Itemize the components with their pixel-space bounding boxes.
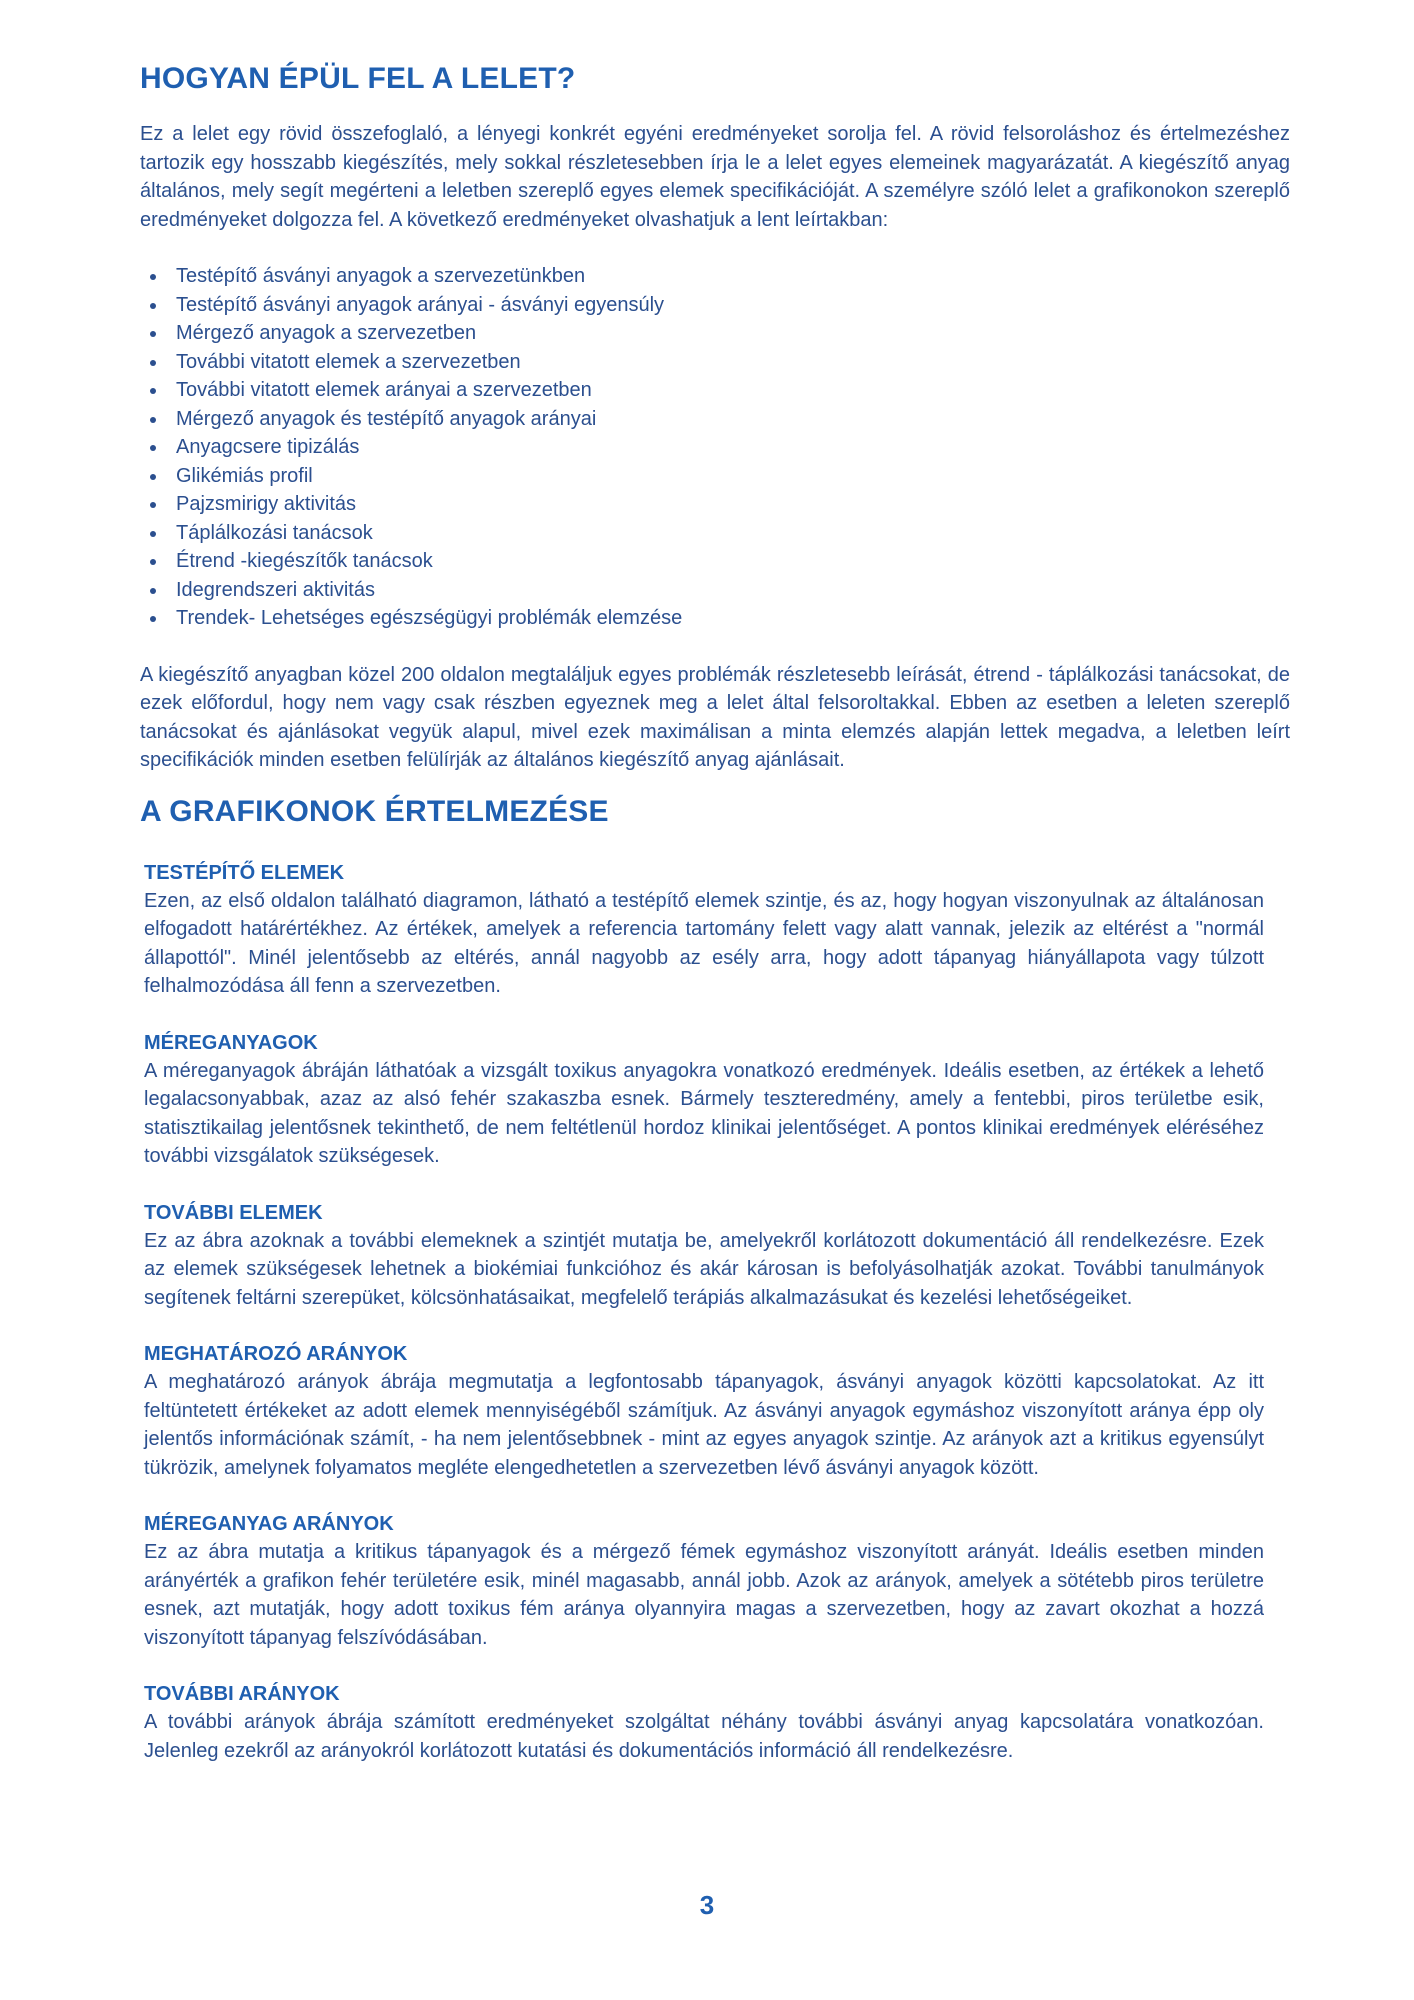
subsection-heading: MÉREGANYAGOK xyxy=(144,1031,318,1054)
list-item: Mérgező anyagok a szervezetben xyxy=(140,319,1290,348)
subsection-heading: MÉREGANYAG ARÁNYOK xyxy=(144,1513,394,1535)
intro-paragraph: Ez a lelet egy rövid összefoglaló, a lényegi konkrét egyéni eredményeket sorolja fel. A rövid felsoroláshoz és értelmezéshez tartozik egy hosszabb kiegészítés, mely sokkal részletesebben írja le a lelet egyes elemeinek magyarázatát. A kiegészítő anyag általános, mely segít megérteni a leletben szereplő egyes elemek specifikációját. A személyre szóló lelet a grafikonokon szereplő eredményeket dolgozza fel. A következő eredményeket olvashatjuk a lent leírtakban: xyxy=(140,123,1290,231)
page-content xyxy=(140,62,1290,1793)
section-title-charts: A GRAFIKONOK ÉRTELMEZÉSE xyxy=(140,794,609,828)
subsection-text: A további arányok ábrája számított eredményeket szolgáltat néhány további ásványi anyag kapcsolatára vonatkozóan. Jelenleg ezekről az arányokról korlátozott kutatási és dokumentációs információ áll rendelkezésre. xyxy=(144,1711,1264,1762)
list-item: Pajzsmirigy aktivitás xyxy=(140,490,1290,519)
subsection-heading: MEGHATÁROZÓ ARÁNYOK xyxy=(144,1343,408,1365)
list-item: Trendek- Lehetséges egészségügyi problémák elemzése xyxy=(140,604,1290,633)
list-item: Étrend -kiegészítők tanácsok xyxy=(140,547,1290,576)
chart-explanations xyxy=(140,859,1264,1766)
subsection-tovabbi-aranyok xyxy=(144,1680,1264,1765)
subsection-text: A meghatározó arányok ábrája megmutatja a legfontosabb tápanyagok, ásványi anyagok közötti kapcsolatokat. Az itt feltüntetett értékeket az adott elemek mennyiségéből számítjuk. Az ásványi anyagok egymáshoz viszonyított aránya épp oly jelentős információnak számít, - ha nem jelentősebbnek - mint az egyes anyagok szintje. Az arányok azt a kritikus egyensúlyt tükrözik, amelynek folyamatos megléte elengedhetetlen a szervezetben lévő ásványi anyagok között. xyxy=(144,1371,1264,1479)
list-item: Testépítő ásványi anyagok a szervezetünkben xyxy=(140,262,1290,291)
list-item: További vitatott elemek arányai a szervezetben xyxy=(140,376,1290,405)
subsection-text: Ez az ábra mutatja a kritikus tápanyagok és a mérgező fémek egymáshoz viszonyított arányát. Ideális esetben minden arányérték a grafikon fehér területére esik, minél magasabb, annál jobb. Azok az arányok, amelyek a sötétebb piros területre esnek, azt mutatják, hogy adott toxikus fém aránya olyannyira magas a szervezetben, hogy az zavart okozhat a hozzá viszonyított tápanyag felszívódásában. xyxy=(144,1541,1264,1649)
subsection-heading: TESTÉPÍTŐ ELEMEK xyxy=(144,861,345,884)
list-item: Idegrendszeri aktivitás xyxy=(140,576,1290,605)
list-item: Mérgező anyagok és testépítő anyagok arányai xyxy=(140,405,1290,434)
subsection-heading: TOVÁBBI ARÁNYOK xyxy=(144,1683,340,1705)
subsection-heading: TOVÁBBI ELEMEK xyxy=(144,1201,323,1224)
subsection-mereganyag-aranyok xyxy=(144,1510,1264,1652)
report-contents-list xyxy=(140,262,1290,633)
list-item: További vitatott elemek a szervezetben xyxy=(140,348,1290,377)
subsection-text: A méreganyagok ábráján láthatóak a vizsgált toxikus anyagokra vonatkozó eredmények. Ideális esetben, az értékek a lehető legalacsonyabbak, azaz az alsó fehér szakaszba esnek. Bármely teszteredmény, amely a fentebbi, piros területbe esik, statisztikailag jelentősnek tekinthető, de nem feltétlenül hordoz klinikai jelentőséget. A pontos klinikai eredmények eléréséhez további vizsgálatok szükségesek. xyxy=(144,1059,1264,1167)
list-item: Glikémiás profil xyxy=(140,462,1290,491)
list-item: Anyagcsere tipizálás xyxy=(140,433,1290,462)
list-item: Táplálkozási tanácsok xyxy=(140,519,1290,548)
section-title-structure: HOGYAN ÉPÜL FEL A LELET? xyxy=(140,62,576,95)
page-number: 3 xyxy=(699,1890,715,1920)
subsection-text: Ezen, az első oldalon található diagramon, látható a testépítő elemek szintje, és az, hogy hogyan viszonyulnak az általánosan elfogadott határértékhez. Az értékek, amelyek a referencia tartomány felett vagy alatt vannak, jelezik az eltérést a "normál állapottól". Minél jelentősebb az eltérés, annál nagyobb az esély arra, hogy adott tápanyag hiányállapota vagy túlzott felhalmozódása áll fenn a szervezetben. xyxy=(144,889,1264,997)
supplement-paragraph: A kiegészítő anyagban közel 200 oldalon megtaláljuk egyes problémák részletesebb leírását, étrend - táplálkozási tanácsokat, de ezek előfordul, hogy nem vagy csak részben egyeznek meg a lelet által felsoroltakkal. Ebben az esetben a leleten szereplő tanácsokat és ajánlásokat vegyük alapul, mivel ezek maximálisan a minta elemzés alapján lettek megadva, a leletben leírt specifikációk minden esetben felülírják az általános kiegészítő anyag ajánlásait. xyxy=(140,663,1290,771)
subsection-mereganyagok xyxy=(144,1029,1264,1171)
subsection-testepito xyxy=(144,859,1264,1001)
subsection-tovabbi-elemek xyxy=(144,1199,1264,1313)
subsection-meghatarozo-aranyok xyxy=(144,1340,1264,1482)
subsection-text: Ez az ábra azoknak a további elemeknek a szintjét mutatja be, amelyekről korlátozott dokumentáció áll rendelkezésre. Ezek az elemek szükségesek lehetnek a biokémiai funkcióhoz és akár károsan is befolyásolhatják azokat. További tanulmányok segítenek feltárni szerepüket, kölcsönhatásaikat, megfelelő terápiás alkalmazásukat és kezelési lehetőségeiket. xyxy=(144,1229,1264,1309)
list-item: Testépítő ásványi anyagok arányai - ásványi egyensúly xyxy=(140,291,1290,320)
